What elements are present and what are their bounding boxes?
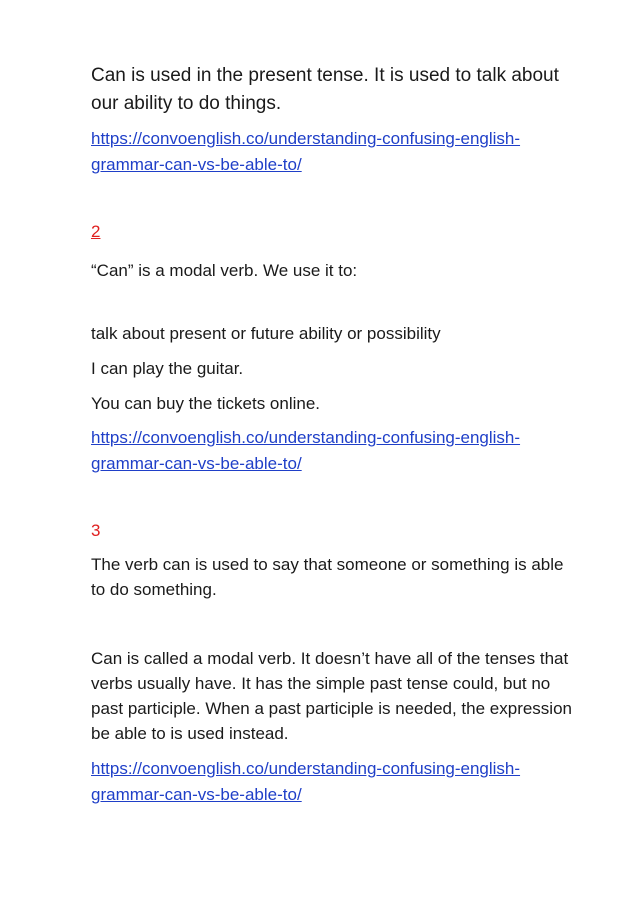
modal-verb-definition: “Can” is a modal verb. We use it to: [91,261,358,280]
source-link-3-line-2[interactable]: grammar-can-vs-be-able-to/ [91,785,302,804]
intro-text-line-2: our ability to do things. [91,93,282,114]
paragraph-1-line-2: to do something. [91,580,217,599]
source-link-2-line-2[interactable]: grammar-can-vs-be-able-to/ [91,454,302,473]
source-link-2-line-1[interactable]: https://convoenglish.co/understanding-confusing-english- [91,428,521,447]
section-number-3: 3 [91,521,101,540]
intro-text-line-1: Can is used in the present tense. It is used to talk about [91,65,559,86]
example-sentence-1: I can play the guitar. [91,359,244,378]
paragraph-2-line-3: past participle. When a past participle is needed, the expression [91,699,572,718]
paragraph-2-line-2: verbs usually have. It has the simple past tense could, but no [91,674,551,693]
example-sentence-2: You can buy the tickets online. [91,394,321,413]
source-link-1-line-2[interactable]: grammar-can-vs-be-able-to/ [91,155,302,174]
usage-description: talk about present or future ability or possibility [91,324,441,343]
paragraph-2-line-1: Can is called a modal verb. It doesn’t have all of the tenses that [91,649,569,668]
paragraph-2-line-4: be able to is used instead. [91,724,289,743]
source-link-1-line-1[interactable]: https://convoenglish.co/understanding-confusing-english- [91,129,521,148]
paragraph-1-line-1: The verb can is used to say that someone or something is able [91,555,564,574]
source-link-3-line-1[interactable]: https://convoenglish.co/understanding-confusing-english- [91,759,521,778]
section-number-2: 2 [91,222,101,241]
